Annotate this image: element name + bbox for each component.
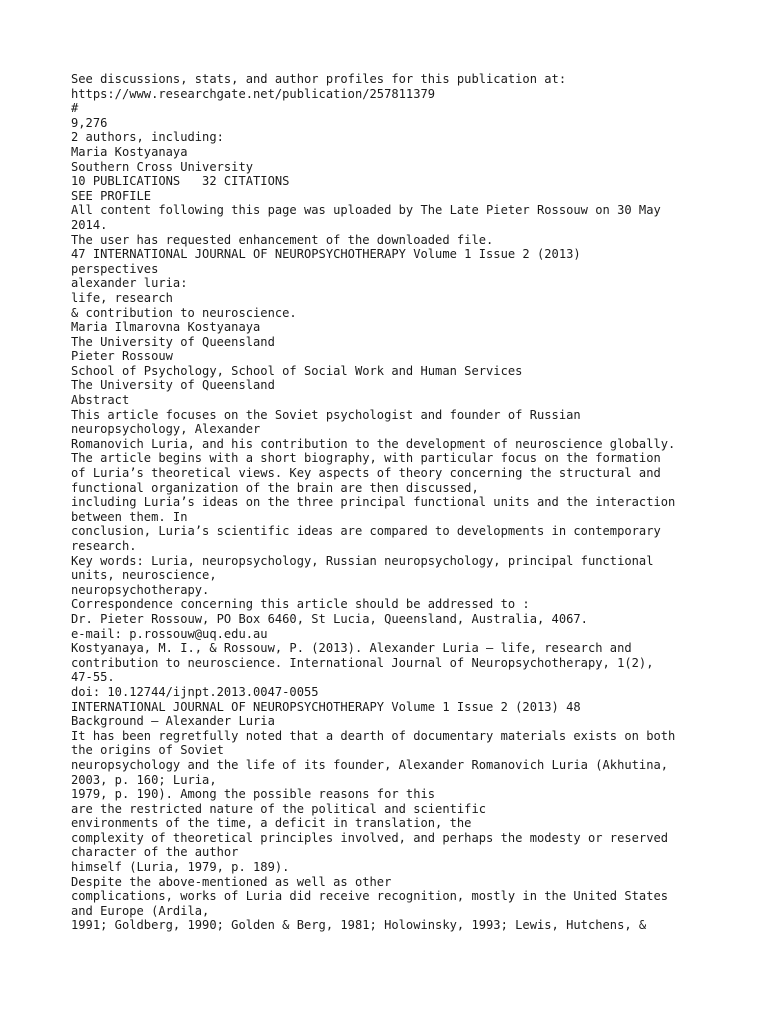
text-line: neuropsychology and the life of its founder, Alexander Romanovich Luria (Akhutina, — [71, 757, 669, 772]
text-line: See discussions, stats, and author profiles for this publication at: — [71, 72, 567, 86]
text-line: the origins of Soviet — [71, 743, 224, 758]
text-line: Maria Kostyanaya — [71, 144, 188, 159]
text-line: School of Psychology, School of Social Work and Human Services — [71, 363, 523, 378]
text-line: 1979, p. 190). Among the possible reasons for this — [71, 787, 436, 802]
text-line: & contribution to neuroscience. — [71, 305, 297, 320]
text-line: This article focuses on the Soviet psychologist and founder of Russian — [71, 407, 581, 422]
text-line: https://www.researchgate.net/publication/257811379 — [71, 86, 436, 101]
text-line: 47-55. — [71, 670, 115, 685]
text-line: Southern Cross University — [71, 159, 254, 174]
text-line: character of the author — [71, 845, 239, 860]
text-line: # — [71, 101, 79, 116]
text-line: and Europe (Ardila, — [71, 903, 210, 918]
text-line: INTERNATIONAL JOURNAL OF NEUROPSYCHOTHERAPY Volume 1 Issue 2 (2013) 48 — [71, 699, 581, 714]
text-line: 2003, p. 160; Luria, — [71, 772, 217, 787]
text-line: research. — [71, 539, 137, 553]
text-line: himself (Luria, 1979, p. 189). — [71, 860, 290, 875]
text-line: contribution to neuroscience. International Journal of Neuropsychotherapy, 1(2), — [71, 655, 654, 670]
text-line: Dr. Pieter Rossouw, PO Box 6460, St Lucia, Queensland, Australia, 4067. — [71, 611, 588, 626]
document-text — [71, 72, 751, 933]
text-line: neuropsychotherapy. — [71, 582, 210, 597]
text-line: complications, works of Luria did receive recognition, mostly in the United States — [71, 889, 669, 904]
text-line: Background – Alexander Luria — [71, 714, 275, 729]
text-line: conclusion, Luria’s scientific ideas are compared to developments in contemporary — [71, 524, 661, 539]
text-line: functional organization of the brain are then discussed, — [71, 480, 479, 495]
text-line: units, neuroscience, — [71, 568, 217, 583]
text-line: Maria Ilmarovna Kostyanaya — [71, 320, 261, 335]
text-line: The University of Queensland — [71, 334, 275, 349]
text-line: Despite the above-mentioned as well as other — [71, 874, 392, 889]
text-line: e-mail: p.rossouw@uq.edu.au — [71, 626, 268, 641]
text-line: Key words: Luria, neuropsychology, Russian neuropsychology, principal functional — [71, 553, 654, 568]
text-line: 10 PUBLICATIONS 32 CITATIONS — [71, 174, 290, 189]
text-line: including Luria’s ideas on the three principal functional units and the interaction — [71, 495, 676, 510]
text-line: 1991; Goldberg, 1990; Golden & Berg, 1981; Holowinsky, 1993; Lewis, Hutchens, & — [71, 918, 647, 933]
text-line: The user has requested enhancement of the downloaded file. — [71, 232, 494, 247]
text-line: environments of the time, a deficit in translation, the — [71, 816, 472, 831]
text-line: The University of Queensland — [71, 378, 275, 393]
text-line: are the restricted nature of the political and scientific — [71, 801, 487, 816]
text-line: doi: 10.12744/ijnpt.2013.0047-0055 — [71, 684, 319, 699]
text-line: life, research — [71, 290, 173, 305]
text-line: 47 INTERNATIONAL JOURNAL OF NEUROPSYCHOTHERAPY Volume 1 Issue 2 (2013) — [71, 247, 581, 262]
text-line: Kostyanaya, M. I., & Rossouw, P. (2013). Alexander Luria – life, research and — [71, 641, 632, 656]
text-line: Romanovich Luria, and his contribution to the development of neuroscience globally. — [71, 436, 676, 451]
text-line: All content following this page was uploaded by The Late Pieter Rossouw on 30 May — [71, 203, 661, 218]
text-line: SEE PROFILE — [71, 188, 152, 203]
text-line: 2014. — [71, 217, 108, 232]
text-line: between them. In — [71, 509, 188, 524]
text-line: Abstract — [71, 393, 130, 408]
text-line: Pieter Rossouw — [71, 349, 173, 364]
text-line: perspectives — [71, 261, 159, 276]
text-line: of Luria’s theoretical views. Key aspects of theory concerning the structural and — [71, 466, 661, 481]
text-line: complexity of theoretical principles involved, and perhaps the modesty or reserved — [71, 830, 669, 845]
text-line: It has been regretfully noted that a dearth of documentary materials exists on both — [71, 728, 676, 743]
text-line: Correspondence concerning this article should be addressed to : — [71, 597, 530, 612]
text-line: The article begins with a short biography, with particular focus on the formation — [71, 451, 661, 466]
text-line: neuropsychology, Alexander — [71, 422, 261, 437]
text-line: 9,276 — [71, 115, 108, 130]
text-line: 2 authors, including: — [71, 130, 224, 145]
text-line: alexander luria: — [71, 276, 188, 291]
